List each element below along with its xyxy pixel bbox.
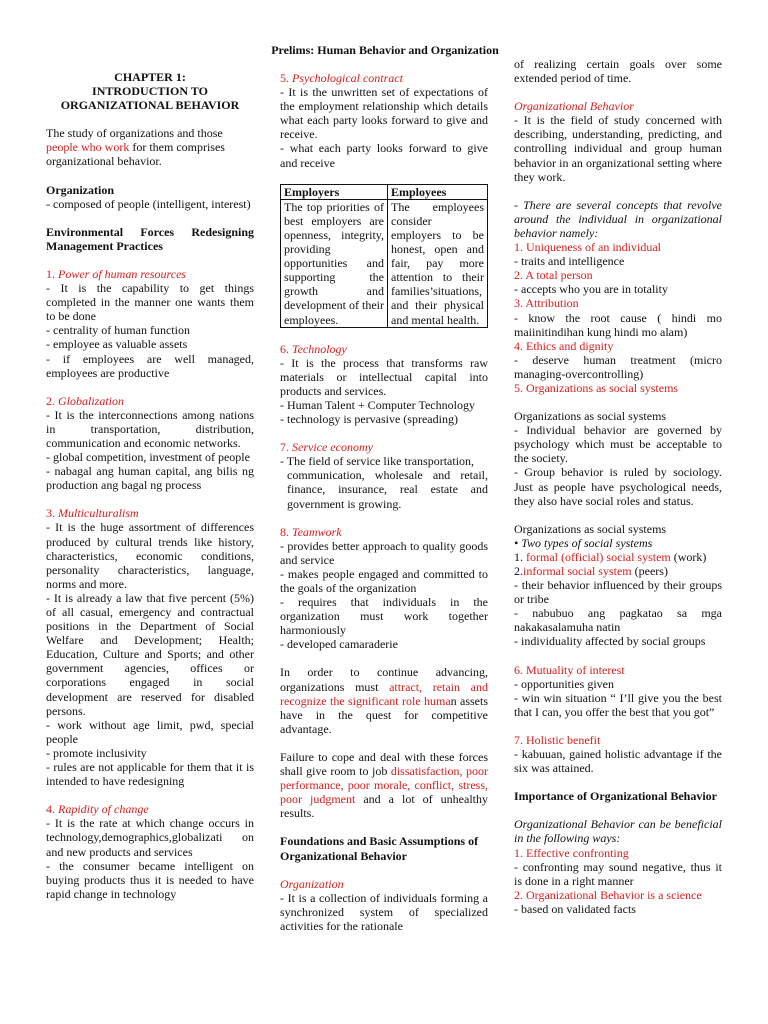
types-bullet: • Two types of social systems <box>514 535 653 550</box>
organizational-behavior-title: Organizational Behavior <box>514 99 634 114</box>
list-item: - work without age limit, pwd, special people <box>46 717 254 746</box>
organization-definition: - composed of people (intelligent, interest) <box>46 196 251 211</box>
list-item: - their behavior influenced by their groups or tribe <box>514 578 722 607</box>
concept-title: 7. Holistic benefit <box>514 732 601 747</box>
concept-title: 3. Attribution <box>514 296 579 311</box>
organizational-behavior-text: - It is the field of study concerned with describing, understanding, predicting, and controlling individual and group human behavior in an organizational setting where they work. <box>514 113 722 184</box>
list-item: - nabagal ang human capital, ang bilis ng production ang bagal ng process <box>46 464 254 493</box>
list-item: - the consumer became intelligent on buying products thus it is needed to have rapid change in technology <box>46 858 254 901</box>
list-item: - Group behavior is ruled by sociology. Just as people have psychological needs, they also have social roles and status. <box>514 465 722 508</box>
list-item: - if employees are well managed, employees are productive <box>46 351 254 380</box>
list-item: - accepts who you are in totality <box>514 282 668 297</box>
environmental-forces-heading: Environmental Forces Redesigning Management Practices <box>46 224 254 253</box>
foundations-heading: Foundations and Basic Assumptions of Organizational Behavior <box>280 834 479 863</box>
section-title-rapidity: 4. Rapidity of change <box>46 802 149 817</box>
type-formal: 1. formal (official) social system (work) <box>514 549 707 564</box>
organization-heading: Organization <box>46 182 114 197</box>
failure-paragraph: Failure to cope and deal with these forces shall give room to job dissatisfaction, poor performance, poor morale, conflict, stress, poor judgment and a lot of unhealthy results. <box>280 749 489 821</box>
chapter-title-line-2: ORGANIZATIONAL BEHAVIOR <box>60 98 240 113</box>
importance-heading: Importance of Organizational Behavior <box>514 789 717 804</box>
concepts-intro: - There are several concepts that revolve around the individual in organizational behavior namely: <box>514 197 722 240</box>
continuation-text: of realizing certain goals over some extended period of time. <box>514 57 722 86</box>
section-title-multiculturalism: 3. Multiculturalism <box>46 506 139 521</box>
list-item: - provides better approach to quality goods and service <box>280 538 488 567</box>
concept-title: 2. A total person <box>514 268 593 283</box>
list-item: - opportunities given <box>514 676 614 691</box>
list-item: - Human Talent + Computer Technology <box>280 397 475 412</box>
social-systems-heading-2: Organizations as social systems <box>514 521 667 536</box>
list-item: - developed camaraderie <box>280 637 398 652</box>
section-title-service-economy: 7. Service economy <box>280 440 373 455</box>
list-item: - based on validated facts <box>514 901 636 916</box>
list-item: - It is the capability to get things completed in the manner one wants them to be done <box>46 281 254 324</box>
chapter-number: CHAPTER 1: <box>114 70 186 84</box>
column-2 <box>280 71 488 933</box>
table-header: Employees <box>388 184 488 199</box>
list-item: - deserve human treatment (micro managing-overcontrolling) <box>514 352 722 381</box>
type-informal: 2.informal social system (peers) <box>514 564 668 578</box>
list-item: - requires that individuals in the organization must work together harmoniously <box>280 595 488 638</box>
section-title-power: 1. Power of human resources <box>46 266 187 281</box>
intro-paragraph: The study of organizations and those people who work for them comprises organizational behavior. <box>46 126 225 169</box>
column-1 <box>46 70 254 901</box>
list-item: - global competition, investment of people <box>46 450 250 465</box>
social-systems-heading: Organizations as social systems <box>514 409 667 424</box>
table-cell: The top priorities of best employers are openness, integrity, providing opportunities and supporting the growth and development of their employees. <box>281 199 388 327</box>
concept-title: 6. Mutuality of interest <box>514 662 625 677</box>
employers-employees-table <box>280 184 488 328</box>
list-item: - It is the huge assortment of differences produced by cultural trends like history, characteristics, economic conditions, personality characteristics, language, norms and more. <box>46 520 254 591</box>
section-title-technology: 6. Technology <box>280 341 347 356</box>
list-item: - promote inclusivity <box>46 745 147 760</box>
list-item: - It is the rate at which change occurs in technology,demographics,globalizati on and new products and services <box>46 816 254 859</box>
list-item: - nabubuo ang pagkatao sa mga nakakasalamuha natin <box>514 606 722 635</box>
chapter-title-line-1: INTRODUCTION TO <box>92 84 208 99</box>
list-item: - The field of service like transportation, <box>280 454 475 469</box>
table-header: Employers <box>281 184 388 199</box>
list-item: - Individual behavior are governed by psychology which must be acceptable to the society. <box>514 423 722 466</box>
concept-title: 1. Uniqueness of an individual <box>514 240 661 255</box>
benefit-title: 2. Organizational Behavior is a science <box>514 887 702 902</box>
list-item: - what each party looks forward to give and receive <box>280 141 488 170</box>
list-item: - employee as valuable assets <box>46 337 188 352</box>
page-header: Prelims: Human Behavior and Organization <box>271 43 499 57</box>
column-3 <box>514 57 722 916</box>
section-title-teamwork: 8. Teamwork <box>280 524 342 539</box>
list-item: - win win situation “ I’ll give you the best that I can, you offer the best that you got” <box>514 690 722 719</box>
list-item: - know the root cause ( hindi mo maiinitindihan kung hindi mo alam) <box>514 310 722 339</box>
list-item: - centrality of human function <box>46 323 190 338</box>
list-item: - kabuuan, gained holistic advantage if the six was attained. <box>514 747 722 776</box>
list-item: - It is the process that transforms raw materials or intellectual capital into products and services. <box>280 355 488 398</box>
importance-intro: Organizational Behavior can be beneficial in the following ways: <box>514 817 722 846</box>
highlight-text: people who work <box>46 140 130 155</box>
table-cell: The employees consider employers to be honest, open and fair, pay more attention to their families’situations, and their physical and mental health. <box>388 199 488 327</box>
organization-text: - It is a collection of individuals forming a synchronized system of specialized activities for the rationale <box>280 890 488 933</box>
list-item: - technology is pervasive (spreading) <box>280 412 458 427</box>
list-item: - It is the interconnections among nations in transportation, distribution, communication and economic networks. <box>46 407 254 450</box>
list-item: - It is already a law that five percent (5%) of all casual, emergency and contractual positions in the Department of Social Welfare and Development; Health; Education, Culture and Sports; and other government agencies, offices or corporations engaged in social development are reserved for disabled persons. <box>46 590 254 718</box>
section-title-globalization: 2. Globalization <box>46 393 125 408</box>
list-item: communication, wholesale and retail, finance, insurance, real estate and government is growing. <box>287 468 488 511</box>
concept-title: 4. Ethics and dignity <box>514 338 614 353</box>
advancing-paragraph: In order to continue advancing, organizations must attract, retain and recognize the significant role human assets have in the quest for competitive advantage. <box>280 665 488 736</box>
list-item: - It is the unwritten set of expectations of the employment relationship which details what each party looks forward to give and receive. <box>280 85 488 142</box>
concept-title: 5. Organizations as social systems <box>514 380 679 395</box>
list-item: - traits and intelligence <box>514 254 625 269</box>
list-item: - confronting may sound negative, thus it is done in a right manner <box>514 859 722 888</box>
list-item: - makes people engaged and committed to the goals of the organization <box>280 566 488 595</box>
organization-title: Organization <box>280 876 344 891</box>
list-item: - individuality affected by social groups <box>514 634 706 649</box>
list-item: - rules are not applicable for them that it is intended to have redesigning <box>46 760 254 789</box>
section-title-psychological-contract: 5. Psychological contract <box>280 71 403 85</box>
benefit-title: 1. Effective confronting <box>514 845 629 860</box>
